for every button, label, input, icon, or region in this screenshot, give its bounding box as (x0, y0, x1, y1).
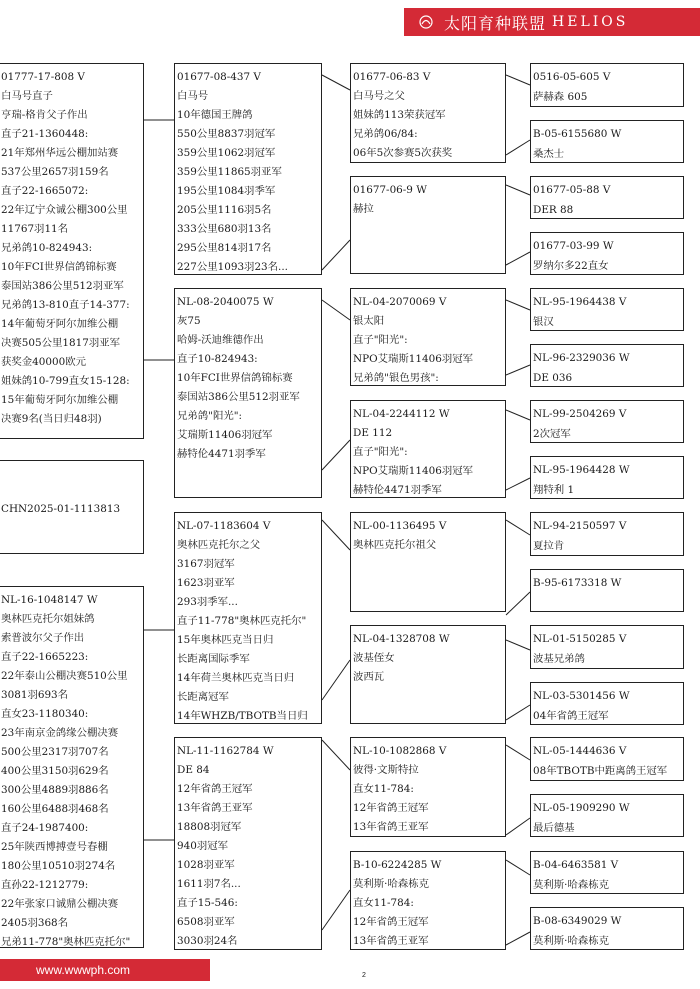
sdd-line: NL-04-2244112 W (353, 408, 450, 420)
sd-line: 直子10-824943: (177, 353, 258, 365)
footer-website[interactable]: www.wwwph.com (0, 959, 210, 981)
sd-line: 哈姆-沃迪维德作出 (177, 334, 264, 346)
sire-line: 10年FCI世界信鸽锦标赛 (1, 261, 117, 273)
dam-sire-card (174, 512, 322, 724)
brand-name-cn: 太阳育种联盟 (444, 13, 547, 33)
ddd-line: B-10-6224285 W (353, 859, 442, 871)
sss-line: 兄弟鸽06/84: (353, 128, 418, 140)
ss-line: 10年德国王牌鸽 (177, 109, 253, 121)
g4-line: DE 036 (533, 371, 573, 384)
sds-line: 银太阳 (353, 315, 385, 327)
dd-line: 940羽冠军 (177, 840, 229, 852)
ddd-line: 莫利斯·哈森栋克 (353, 878, 430, 890)
ds-line: 3167羽冠军 (177, 558, 235, 570)
dam-line: 25年陕西博搏壹号春棚 (1, 841, 108, 853)
g4-line: B-95-6173318 W (533, 577, 622, 589)
g4-card (530, 851, 684, 894)
header-banner (404, 8, 700, 36)
dsd-line: 波基侄女 (353, 652, 395, 664)
sss-line: 06年5次参赛5次获奖 (353, 147, 453, 159)
sire-line: 亨瑞-格肯父子作出 (1, 109, 88, 121)
g4-line: 01677-05-88 V (533, 184, 611, 196)
sdd-line: NPO艾瑞斯11406羽冠军 (353, 465, 473, 477)
dam-line: 22年张家口诚鼎公棚决赛 (1, 898, 119, 910)
ddd-card (350, 851, 506, 950)
dam-line: 兄弟11-778"奥林匹克托尔" (1, 936, 131, 948)
g4-line: 08年TBOTB中距离鸽王冠军 (533, 764, 668, 777)
g4-line: 0516-05-605 V (533, 71, 611, 83)
g4-line: 莫利斯·哈森栋克 (533, 934, 610, 947)
sss-line: 姐妹鸽113荣获冠军 (353, 109, 446, 121)
ss-line: 227公里1093羽23名... (177, 261, 288, 273)
dsd-card (350, 625, 506, 724)
g4-card (530, 794, 684, 837)
ss-line: 359公里1062羽冠军 (177, 147, 276, 159)
dam-line: 400公里3150羽629名 (1, 765, 109, 777)
sun-logo-icon (418, 14, 434, 30)
ds-line: 293羽季军... (177, 596, 238, 608)
subject-ring: CHN2025-01-1113813 (1, 502, 121, 515)
sire-line: 兄弟鸽13-810直子14-377: (1, 299, 130, 311)
dsd-line: 波西瓦 (353, 671, 385, 683)
g4-line: 最后德基 (533, 821, 575, 834)
sd-line: 泰国站386公里512羽亚军 (177, 391, 300, 403)
ddd-line: 12年省鸽王冠军 (353, 916, 429, 928)
page-number: 2 (362, 972, 366, 979)
sire-line: 决赛505公里1817羽亚军 (1, 337, 121, 349)
g4-line: 2次冠军 (533, 427, 571, 440)
g4-card (530, 63, 684, 107)
dam-line: 160公里6488羽468名 (1, 803, 109, 815)
dam-line: 直孙22-1212779: (1, 879, 89, 891)
dds-line: 直女11-784: (353, 783, 414, 795)
sd-line: NL-08-2040075 W (177, 296, 274, 308)
g4-card (530, 569, 684, 612)
sire-line: 兄弟鸽10-824943: (1, 242, 93, 254)
g4-card (530, 120, 684, 163)
g4-card (530, 907, 684, 950)
ds-line: NL-07-1183604 V (177, 520, 271, 532)
g4-card (530, 232, 684, 275)
dd-line: 13年省鸽王亚军 (177, 802, 253, 814)
g4-line: NL-05-1909290 W (533, 802, 630, 814)
ss-line: 295公里814羽17名 (177, 242, 272, 254)
sd-line: 赫特伦4471羽季军 (177, 448, 266, 460)
g4-line: NL-99-2504269 V (533, 408, 627, 420)
sd-line: 兄弟鸽"阳光": (177, 410, 243, 422)
ss-line: 359公里11865羽亚军 (177, 166, 282, 178)
dd-line: NL-11-1162784 W (177, 745, 274, 757)
sire-line: 01777-17-808 V (1, 71, 85, 83)
ss-line: 01677-08-437 V (177, 71, 261, 83)
dds-line: 12年省鸽王冠军 (353, 802, 429, 814)
sdd-card (350, 400, 506, 498)
ds-line: 直子11-778"奥林匹克托尔" (177, 615, 307, 627)
dam-line: 奥林匹克托尔姐妹鸽 (1, 613, 95, 625)
ssd-line: 01677-06-9 W (353, 184, 427, 196)
g4-line: DER 88 (533, 203, 574, 216)
g4-card (530, 176, 684, 219)
dam-line: 500公里2317羽707名 (1, 746, 109, 758)
dam-line: NL-16-1048147 W (1, 594, 98, 606)
g4-line: NL-95-1964428 W (533, 464, 630, 476)
dss-line: 奥林匹克托尔祖父 (353, 539, 437, 551)
ssd-card (350, 176, 506, 274)
dam-line: 23年南京金鸽缘公棚决赛 (1, 727, 119, 739)
g4-line: NL-01-5150285 V (533, 633, 627, 645)
ds-line: 奥林匹克托尔之父 (177, 539, 261, 551)
subject-card (0, 460, 144, 554)
ddd-line: 直女11-784: (353, 897, 414, 909)
sire-line: 泰国站386公里512羽亚军 (1, 280, 124, 292)
dam-line: 索普波尔父子作出 (1, 632, 85, 644)
dd-line: 1611羽7名... (177, 878, 241, 890)
dds-line: NL-10-1082868 V (353, 745, 447, 757)
g4-line: 01677-03-99 W (533, 240, 614, 252)
sds-line: 兄弟鸽"银色男孩": (353, 372, 439, 384)
g4-line: 银汉 (533, 315, 554, 328)
ds-line: 14年WHZB/TBOTB当日归 (177, 710, 308, 722)
ss-line: 550公里8837羽冠军 (177, 128, 276, 140)
sdd-line: 赫特伦4471羽季军 (353, 484, 442, 496)
sire-line: 22年辽宁众诚公棚300公里 (1, 204, 128, 216)
sds-line: 直子"阳光": (353, 334, 408, 346)
g4-line: NL-95-1964438 V (533, 296, 627, 308)
sire-card (0, 63, 144, 439)
g4-line: B-08-6349029 W (533, 915, 622, 927)
ssd-line: 赫拉 (353, 203, 374, 215)
g4-line: 桑杰士 (533, 147, 565, 160)
ds-line: 1623羽亚军 (177, 577, 235, 589)
g4-line: 萨赫森 605 (533, 90, 588, 103)
g4-card (530, 737, 684, 781)
ds-line: 15年奥林匹克当日归 (177, 634, 274, 646)
g4-line: B-05-6155680 W (533, 128, 622, 140)
ss-line: 205公里1116羽5名 (177, 204, 272, 216)
g4-line: NL-03-5301456 W (533, 690, 630, 702)
sds-card (350, 288, 506, 386)
dd-line: 直子15-546: (177, 897, 238, 909)
g4-card (530, 400, 684, 443)
dam-card (0, 586, 144, 948)
ss-line: 白马号 (177, 90, 209, 102)
g4-line: 波基兄弟鸽 (533, 652, 585, 665)
sss-line: 01677-06-83 V (353, 71, 431, 83)
dam-line: 3081羽693名 (1, 689, 69, 701)
dss-line: NL-00-1136495 V (353, 520, 447, 532)
dam-line: 22年泰山公棚决赛510公里 (1, 670, 128, 682)
sd-line: 灰75 (177, 315, 201, 327)
dam-line: 直女23-1180340: (1, 708, 89, 720)
dd-line: DE 84 (177, 764, 210, 776)
sire-dam-card (174, 288, 322, 498)
sds-line: NL-04-2070069 V (353, 296, 447, 308)
dd-line: 6508羽亚军 (177, 916, 235, 928)
ss-line: 195公里1084羽季军 (177, 185, 276, 197)
g4-card (530, 682, 684, 725)
dam-line: 直子22-1665223: (1, 651, 89, 663)
dam-line: 180公里10510羽274名 (1, 860, 116, 872)
sdd-line: DE 112 (353, 427, 393, 439)
brand-name-en: HELIOS (552, 14, 629, 30)
dam-dam-card (174, 737, 322, 950)
g4-card (530, 288, 684, 331)
sd-line: 艾瑞斯11406羽冠军 (177, 429, 273, 441)
dss-card (350, 512, 506, 612)
g4-line: NL-05-1444636 V (533, 745, 627, 757)
dd-line: 12年省鸽王冠军 (177, 783, 253, 795)
g4-card (530, 512, 684, 556)
ss-line: 333公里680羽13名 (177, 223, 272, 235)
g4-line: 夏拉肯 (533, 539, 565, 552)
sd-line: 10年FCI世界信鸽锦标赛 (177, 372, 293, 384)
sire-line: 直子21-1360448: (1, 128, 89, 140)
sire-line: 21年郑州华远公棚加站赛 (1, 147, 119, 159)
sire-line: 直子22-1665072: (1, 185, 89, 197)
sss-card (350, 63, 506, 163)
dds-line: 13年省鸽王亚军 (353, 821, 429, 833)
dd-line: 1028羽亚军 (177, 859, 235, 871)
g4-line: NL-94-2150597 V (533, 520, 627, 532)
ds-line: 长距离国际季军 (177, 653, 250, 665)
dam-line: 2405羽368名 (1, 917, 69, 929)
dd-line: 3030羽24名 (177, 935, 238, 947)
dsd-line: NL-04-1328708 W (353, 633, 450, 645)
g4-line: 翔特利 1 (533, 483, 575, 496)
sire-line: 11767羽11名 (1, 223, 69, 235)
g4-line: B-04-6463581 V (533, 859, 619, 871)
sire-line: 537公里2657羽159名 (1, 166, 109, 178)
sdd-line: 直子"阳光": (353, 446, 408, 458)
sds-line: NPO艾瑞斯11406羽冠军 (353, 353, 473, 365)
sire-sire-card (174, 63, 322, 275)
sire-line: 姐妹鸽10-799直女15-128: (1, 375, 130, 387)
g4-line: 04年省鸽王冠军 (533, 709, 609, 722)
ds-line: 14年荷兰奥林匹克当日归 (177, 672, 295, 684)
g4-line: 罗纳尔多22直女 (533, 259, 609, 272)
dds-line: 彼得·文斯特拉 (353, 764, 419, 776)
sire-line: 15年葡萄牙阿尔加维公棚 (1, 394, 119, 406)
g4-line: NL-96-2329036 W (533, 352, 630, 364)
dam-line: 300公里4889羽886名 (1, 784, 109, 796)
ddd-line: 13年省鸽王亚军 (353, 935, 429, 947)
g4-card (530, 456, 684, 499)
g4-line: 莫利斯·哈森栋克 (533, 878, 610, 891)
g4-card (530, 625, 684, 669)
sire-line: 决赛9名(当日归48羽) (1, 413, 102, 425)
sss-line: 白马号之父 (353, 90, 405, 102)
sire-line: 获奖金40000欧元 (1, 356, 87, 368)
dd-line: 18808羽冠军 (177, 821, 242, 833)
dam-line: 直子24-1987400: (1, 822, 89, 834)
ds-line: 长距离冠军 (177, 691, 229, 703)
sire-line: 白马号直子 (1, 90, 53, 102)
dds-card (350, 737, 506, 837)
sire-line: 14年葡萄牙阿尔加维公棚 (1, 318, 119, 330)
g4-card (530, 344, 684, 387)
